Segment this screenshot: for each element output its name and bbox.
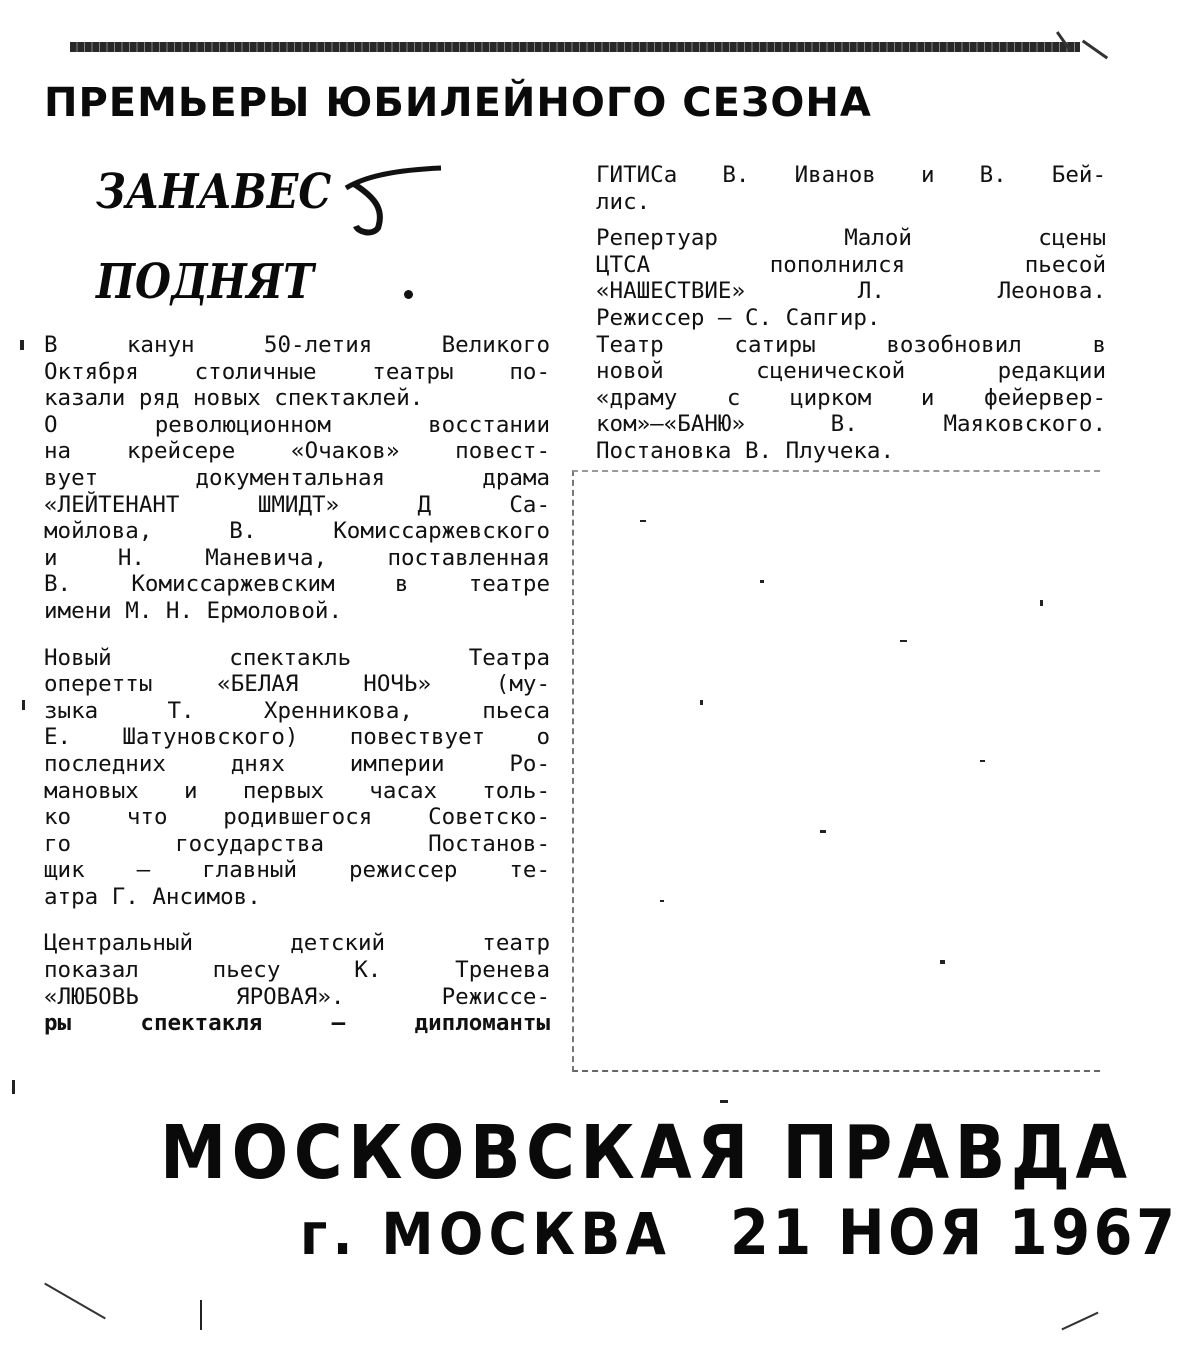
ink-speck bbox=[700, 700, 703, 705]
ink-speck bbox=[940, 960, 945, 964]
paragraph-operetta bbox=[44, 645, 550, 911]
edge-mark bbox=[1082, 40, 1108, 60]
ink-speck bbox=[660, 900, 664, 902]
stamp-city: г. МОСКВА bbox=[300, 1200, 672, 1268]
text-line: Режиссер — С. Сапгир. bbox=[596, 304, 881, 331]
text-line: ры спектакля — дипломанты bbox=[44, 1010, 550, 1037]
stamp-newspaper-name: МОСКОВСКАЯ ПРАВДА bbox=[160, 1110, 1133, 1196]
text-line: оперетты «БЕЛАЯ НОЧЬ» (му- bbox=[44, 671, 550, 698]
ink-speck bbox=[760, 580, 764, 583]
ink-dot bbox=[404, 290, 413, 299]
text-line: имени М. Н. Ермоловой. bbox=[44, 597, 343, 624]
text-line: Центральный детский театр bbox=[44, 930, 550, 957]
text-line: ЦТСА пополнился пьесой bbox=[596, 251, 1106, 278]
text-line: мановых и первых часах толь- bbox=[44, 777, 550, 804]
text-line: новой сценической редакции bbox=[596, 358, 1106, 385]
text-line: атра Г. Ансимов. bbox=[44, 883, 261, 910]
ink-speck bbox=[200, 1300, 202, 1330]
stamp-date: 21 НОЯ 1967 bbox=[730, 1196, 1179, 1269]
paragraph-ochakov bbox=[44, 412, 550, 625]
ink-speck bbox=[720, 1100, 728, 1103]
text-line: ком»—«БАНЮ» В. Маяковского. bbox=[596, 411, 1106, 438]
headline-line-2: ПОДНЯТ bbox=[96, 254, 314, 310]
text-line: О революционном восстании bbox=[44, 411, 550, 438]
text-line: «ЛЮБОВЬ ЯРОВАЯ». Режиссе- bbox=[44, 983, 550, 1010]
blank-cutout-area bbox=[572, 470, 1100, 1072]
text-line: В. Комиссаржевским в театре bbox=[44, 571, 550, 598]
text-line: «ЛЕЙТЕНАНТ ШМИДТ» Д Са- bbox=[44, 491, 550, 518]
ink-speck bbox=[20, 340, 24, 350]
paragraph-gap bbox=[596, 215, 1106, 225]
text-line: го государства Постанов- bbox=[44, 830, 550, 857]
text-line: на крейсере «Очаков» повест- bbox=[44, 438, 550, 465]
torn-top-border bbox=[70, 42, 1080, 52]
text-line: Октября столичные театры по- bbox=[44, 358, 550, 385]
edge-mark bbox=[1061, 1312, 1098, 1331]
headline-swash-ornament bbox=[336, 158, 446, 238]
text-line: щик — главный режиссер те- bbox=[44, 857, 550, 884]
text-line: Театр сатиры возобновил в bbox=[596, 331, 1106, 358]
text-line: казали ряд новых спектаклей. bbox=[44, 385, 424, 412]
text-line: показал пьесу К. Тренева bbox=[44, 957, 550, 984]
text-line: Новый спектакль Театра bbox=[44, 644, 550, 671]
text-line: Е. Шатуновского) повествует о bbox=[44, 724, 550, 751]
ink-speck bbox=[900, 640, 907, 642]
text-line: мойлова, В. Комиссаржевского bbox=[44, 518, 550, 545]
text-line: «НАШЕСТВИЕ» Л. Леонова. bbox=[596, 278, 1106, 305]
paragraph-gap bbox=[44, 910, 550, 930]
section-heading: ПРЕМЬЕРЫ ЮБИЛЕЙНОГО СЕЗОНА bbox=[44, 80, 872, 126]
paragraph-gitis bbox=[596, 162, 1106, 215]
text-line: вует документальная драма bbox=[44, 464, 550, 491]
paragraph-gap bbox=[44, 625, 550, 645]
headline-line-1: ЗАНАВЕС bbox=[96, 164, 332, 220]
ink-speck bbox=[820, 830, 826, 833]
text-line: зыка Т. Хренникова, пьеса bbox=[44, 697, 550, 724]
left-column bbox=[44, 332, 550, 1037]
text-line: В канун 50-летия Великого bbox=[44, 332, 550, 358]
ink-speck bbox=[22, 700, 25, 710]
text-line: и Н. Маневича, поставленная bbox=[44, 544, 550, 571]
paragraph-children-theatre bbox=[44, 930, 550, 1036]
paragraph-satire-theatre bbox=[596, 332, 1106, 465]
text-line: лис. bbox=[596, 188, 651, 215]
ink-speck bbox=[12, 1080, 15, 1094]
paragraph-intro bbox=[44, 332, 550, 412]
ink-speck bbox=[980, 760, 985, 762]
text-line: «драму с цирком и фейервер- bbox=[596, 384, 1106, 411]
text-line: последних днях империи Ро- bbox=[44, 750, 550, 777]
text-line: ГИТИСа В. Иванов и В. Бей- bbox=[596, 162, 1106, 188]
edge-mark bbox=[44, 1283, 106, 1320]
text-line: Постановка В. Плучека. bbox=[596, 437, 895, 464]
text-line: ко что родившегося Советско- bbox=[44, 804, 550, 831]
ink-speck bbox=[640, 520, 646, 522]
text-line: Репертуар Малой сцены bbox=[596, 225, 1106, 252]
paragraph-ctsa bbox=[596, 225, 1106, 331]
right-column bbox=[596, 162, 1106, 465]
ink-speck bbox=[1040, 600, 1043, 606]
